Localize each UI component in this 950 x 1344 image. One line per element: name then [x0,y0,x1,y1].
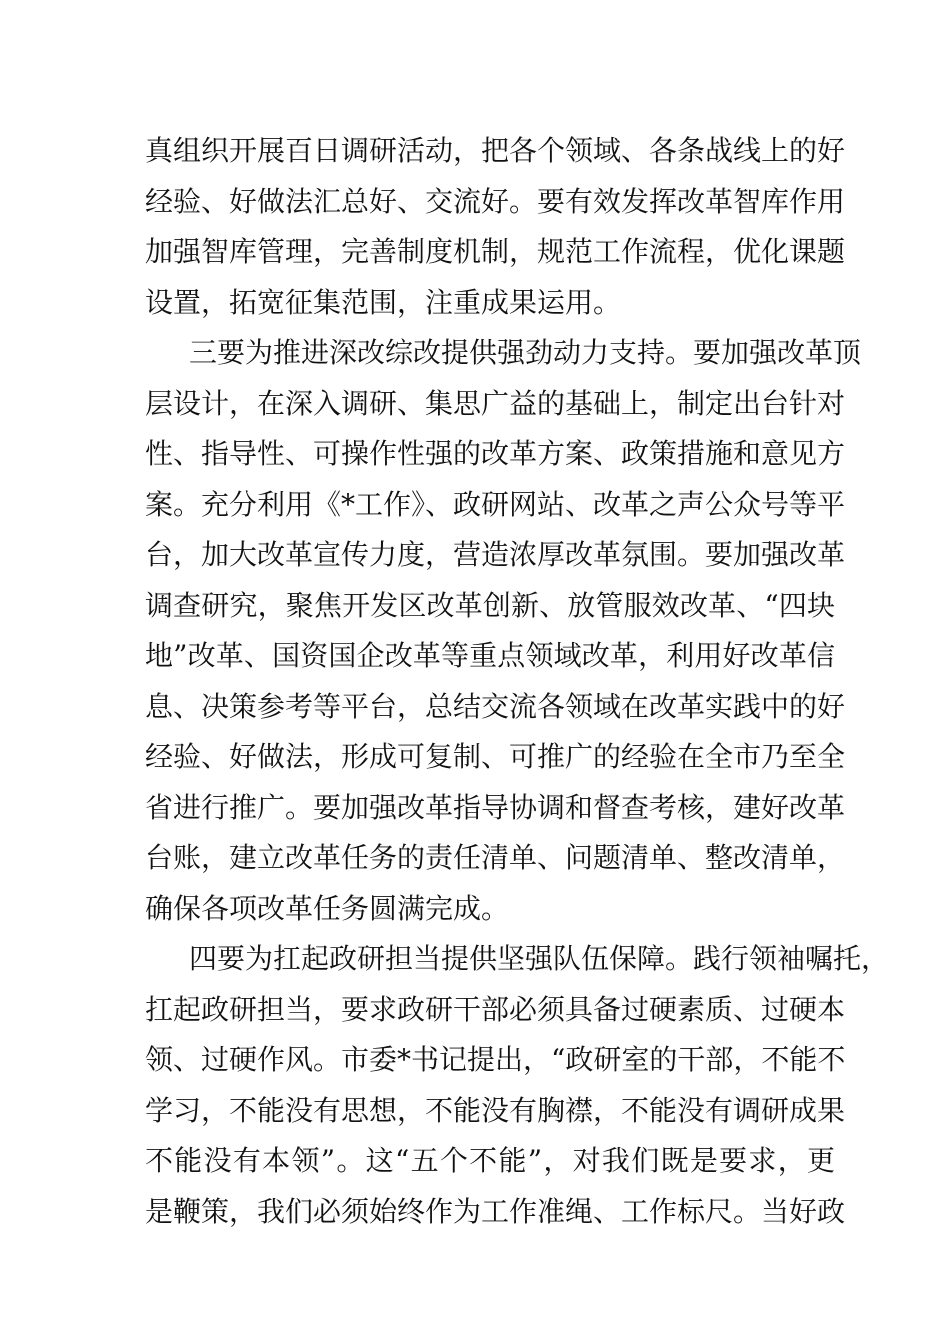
text-line: 学习，不能没有思想，不能没有胸襟，不能没有调研成果 [145,1093,846,1127]
text-line: 不能没有本领”。这“五个不能”，对我们既是要求，更 [145,1144,835,1177]
text-line: 设置，拓宽征集范围，注重成果运用。 [145,285,622,319]
text-line: 领、过硬作风。市委*书记提出，“政研室的干部，不能不 [145,1043,846,1076]
text-line: 层设计，在深入调研、集思广益的基础上，制定出台针对 [145,386,846,420]
text-line: 性、指导性、可操作性强的改革方案、政策措施和意见方 [145,437,846,470]
text-line: 案。充分利用《*工作》、政研网站、改革之声公众号等平 [145,487,846,521]
text-line: 真组织开展百日调研活动，把各个领域、各条战线上的好 [145,134,846,167]
paragraph-start-line: 三要为推进深改综改提供强劲动力支持。要加强改革顶 [189,336,862,369]
text-line: 扛起政研担当，要求政研干部必须具备过硬素质、过硬本 [145,992,846,1026]
paragraph-start-line: 四要为扛起政研担当提供坚强队伍保障。践行领袖嘱托， [189,942,890,975]
text-line: 是鞭策，我们必须始终作为工作准绳、工作标尺。当好政 [145,1194,846,1228]
body-text [145,126,890,1237]
text-line: 经验、好做法汇总好、交流好。要有效发挥改革智库作用 [145,184,846,218]
text-line: 经验、好做法，形成可复制、可推广的经验在全市乃至全 [145,740,846,773]
text-line: 台账，建立改革任务的责任清单、问题清单、整改清单， [145,841,846,874]
text-line: 息、决策参考等平台，总结交流各领域在改革实践中的好 [145,689,846,723]
text-line: 地”改革、国资国企改革等重点领域改革，利用好改革信 [145,639,835,672]
text-line: 台，加大改革宣传力度，营造浓厚改革氛围。要加强改革 [145,538,846,571]
text-line: 省进行推广。要加强改革指导协调和督查考核，建好改革 [145,790,846,824]
text-line: 加强智库管理，完善制度机制，规范工作流程，优化课题 [145,235,846,268]
text-line: 确保各项改革任务圆满完成。 [145,891,510,925]
text-line: 调查研究，聚焦开发区改革创新、放管服效改革、“四块 [145,588,835,622]
